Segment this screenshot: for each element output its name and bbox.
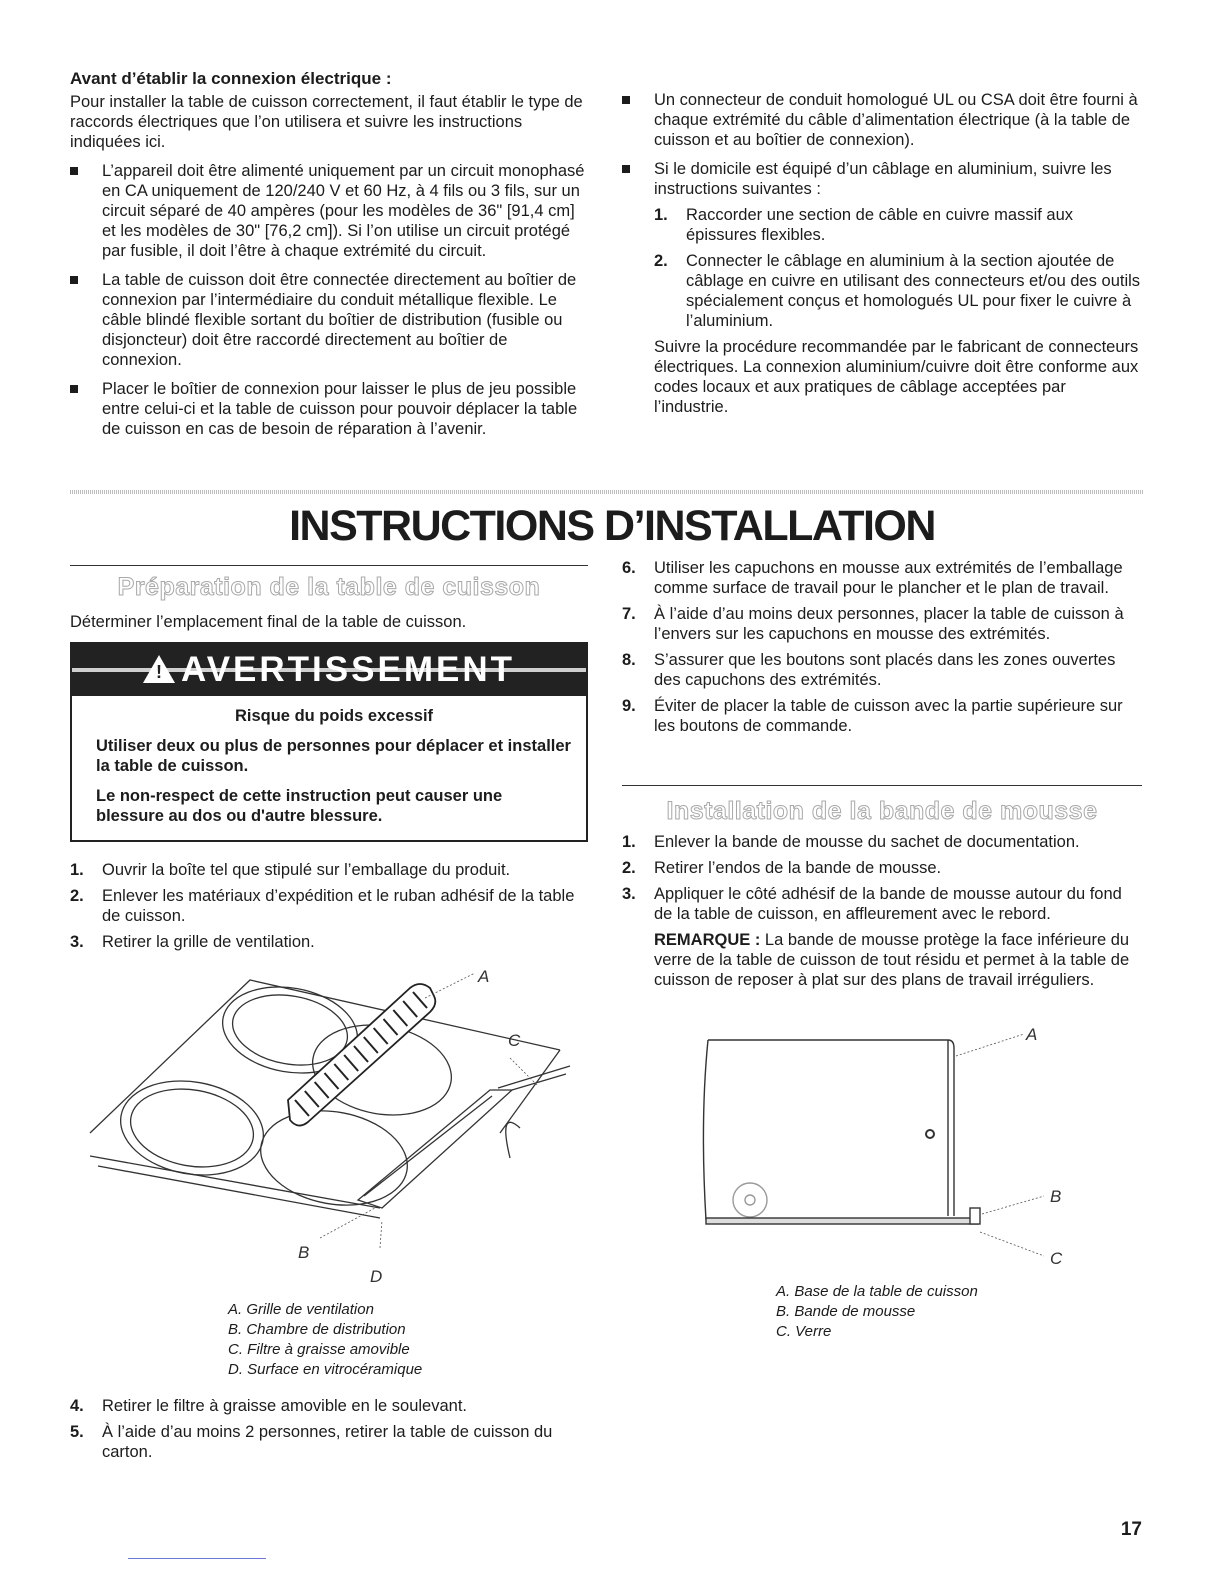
step-number: 1.	[622, 833, 636, 851]
caption-line: B. Chambre de distribution	[228, 1321, 406, 1338]
figure-label-d: D	[370, 1267, 383, 1286]
foam-heading: Installation de la bande de mousse	[666, 797, 1098, 825]
bullet-item: Placer le boîtier de connexion pour laisser le plus de jeu possible entre celui-ci et la table de cuisson pour pouvoir déplacer la table de cuisson en cas de besoin de réparation à l’avenir.	[70, 379, 590, 439]
step-text: Raccorder une section de câble en cuivre massif aux épissures flexibles.	[686, 206, 1074, 244]
step-text: À l’aide d’au moins deux personnes, placer la table de cuisson à l’envers sur les capuchons en mousse des extrémités.	[654, 605, 1124, 643]
footer-rule	[128, 1558, 266, 1559]
list-item	[622, 832, 1142, 852]
step-list	[70, 1396, 588, 1462]
step-number: 3.	[70, 933, 84, 951]
step-number: 2.	[70, 887, 84, 905]
electrical-right-column	[622, 80, 1142, 417]
list-item	[70, 932, 588, 952]
bullet-item: Un connecteur de conduit homologué UL ou CSA doit être fourni à chaque extrémité du câble d’alimentation électrique (à la table de cuisson et au boîtier de connexion).	[622, 90, 1142, 150]
aluminium-steps	[654, 205, 1142, 331]
bullet-item: La table de cuisson doit être connectée directement au boîtier de connexion par l’intermédiaire du conduit métallique flexible. Le câble blindé flexible sortant du boîtier de distribution (fusible ou disjoncteur) doit être raccordé directement au boîtier de connexion.	[70, 270, 590, 370]
step-text: Retirer l’endos de la bande de mousse.	[654, 859, 942, 877]
step-text: Enlever la bande de mousse du sachet de documentation.	[654, 833, 1080, 851]
step-text: S’assurer que les boutons sont placés dans les zones ouvertes des capuchons des extrémités.	[654, 651, 1116, 689]
note-text: La bande de mousse protège la face inférieure du verre de la table de cuisson de tout résidu et permet à la table de cuisson de reposer à plat sur des plans de travail irréguliers.	[654, 931, 1130, 989]
foam-strip	[706, 1218, 978, 1224]
figure-label-c: C	[508, 1031, 521, 1050]
cooktop-captions	[228, 1300, 528, 1380]
prep-steps-c	[622, 552, 1142, 736]
step-number: 2.	[622, 859, 636, 877]
page-title: INSTRUCTIONS D’INSTALLATION	[289, 502, 935, 550]
step-text: Utiliser les capuchons en mousse aux extrémités de l’emballage comme surface de travail pour le plancher et le plan de travail.	[654, 559, 1123, 597]
prep-heading: Préparation de la table de cuisson	[117, 573, 541, 601]
caption-line: B. Bande de mousse	[776, 1303, 916, 1320]
glass-edge	[970, 1208, 980, 1224]
electrical-closing: Suivre la procédure recommandée par le fabricant de connecteurs électriques. La connexion aluminium/cuivre doit être conforme aux codes locaux et aux pratiques de câblage acceptées par l’industrie.	[654, 338, 1139, 416]
step-text: Ouvrir la boîte tel que stipulé sur l’emballage du produit.	[102, 861, 511, 879]
caption-line: A. Base de la table de cuisson	[776, 1283, 978, 1300]
step-number: 2.	[654, 252, 668, 270]
foam-steps	[622, 826, 1142, 990]
list-item	[622, 650, 1142, 690]
caption-line: C. Filtre à graisse amovible	[228, 1341, 410, 1358]
step-number: 9.	[622, 697, 636, 715]
step-number: 5.	[70, 1423, 84, 1441]
list-item	[654, 205, 1142, 245]
warning-title	[72, 650, 586, 690]
warning-line-1: Utiliser deux ou plus de personnes pour déplacer et installer la table de cuisson.	[96, 737, 571, 775]
list-item	[654, 251, 1142, 331]
bullet-item: Si le domicile est équipé d’un câblage en aluminium, suivre les instructions suivantes :	[622, 159, 1142, 199]
step-number: 6.	[622, 559, 636, 577]
list-item	[70, 1422, 588, 1462]
prep-steps-a	[70, 852, 588, 952]
cooktop-illustration	[80, 958, 590, 1298]
leader-line-c	[980, 1232, 1044, 1256]
list-item	[622, 696, 1142, 736]
bullet-item: L’appareil doit être alimenté uniquement par un circuit monophasé en CA uniquement de 120/240 V et 60 Hz, à 4 fils ou 3 fils, sur un circuit séparé de 40 ampères (pour les modèles de 36" [91,4 cm] et les modèles de 30" [76,2 cm]). Si l’on utilise un circuit protégé par fusible, il doit l’être à chaque extrémité du circuit.	[70, 161, 590, 261]
list-item	[70, 860, 588, 880]
cooktop-right-edge	[500, 1050, 560, 1133]
step-text: À l’aide d’au moins 2 personnes, retirer la table de cuisson du carton.	[102, 1423, 553, 1461]
section-rule	[622, 785, 1142, 786]
electrical-left-column	[70, 68, 590, 439]
step-text: Enlever les matériaux d’expédition et le ruban adhésif de la table de cuisson.	[102, 887, 575, 925]
list-item	[70, 1396, 588, 1416]
figure-label-b: B	[298, 1243, 310, 1262]
list-item	[70, 886, 588, 926]
burner-front-left-ring	[124, 1080, 259, 1176]
step-number: 1.	[70, 861, 84, 879]
warning-title-text: AVERTISSEMENT	[181, 650, 515, 689]
foam-captions	[776, 1282, 1076, 1342]
page-number: 17	[1120, 1519, 1142, 1540]
step-text: Appliquer le côté adhésif de la bande de mousse autour du fond de la table de cuisson, en affleurement avec le rebord.	[654, 885, 1122, 923]
warning-box	[70, 642, 588, 842]
warning-triangle-icon	[143, 655, 175, 683]
caption-line: C. Verre	[776, 1323, 832, 1340]
leader-line-c	[510, 1058, 538, 1086]
step-list	[70, 860, 588, 952]
section-rule	[70, 565, 588, 566]
caption-line: D. Surface en vitrocéramique	[228, 1361, 423, 1378]
foam-strip-illustration	[700, 1020, 1080, 1275]
cooktop-front-edge-lower	[98, 1166, 380, 1218]
step-text: Retirer le filtre à graisse amovible en le soulevant.	[102, 1397, 468, 1415]
electrical-heading: Avant d’établir la connexion électrique :	[70, 69, 392, 88]
base-fan-center	[745, 1195, 755, 1205]
figure-label-a: A	[478, 967, 490, 986]
note-label: REMARQUE :	[654, 931, 761, 949]
leader-line-a	[956, 1034, 1024, 1056]
list-item	[622, 858, 1142, 878]
electrical-intro: Pour installer la table de cuisson correctement, il faut établir le type de raccords électriques que l’on utilisera et suivre les instructions indiquées ici.	[70, 93, 583, 151]
grease-filter-inner	[364, 1096, 492, 1196]
figure-label-a: A	[1026, 1025, 1038, 1044]
step-list	[622, 832, 1142, 924]
step-number: 7.	[622, 605, 636, 623]
grease-filter	[358, 1090, 512, 1208]
warning-line-2: Le non-respect de cette instruction peut causer une blessure au dos ou d'autre blessure.	[96, 787, 503, 825]
prep-steps-b	[70, 1390, 588, 1462]
list-item	[622, 884, 1142, 924]
electrical-bullets-left	[70, 161, 590, 439]
prep-intro: Déterminer l’emplacement final de la table de cuisson.	[70, 613, 467, 631]
step-text: Éviter de placer la table de cuisson avec la partie supérieure sur les boutons de commande.	[654, 697, 1123, 735]
cooktop-base-outline	[703, 1040, 954, 1220]
figure-label-c: C	[1050, 1249, 1063, 1268]
list-item	[622, 604, 1142, 644]
cooktop-cutout-curve	[506, 1122, 520, 1158]
warning-symbol: !	[156, 662, 166, 682]
leader-line-a	[425, 973, 475, 998]
step-list	[622, 558, 1142, 736]
step-number: 3.	[622, 885, 636, 903]
warning-body	[96, 706, 572, 826]
foam-heading-wrap	[622, 797, 1142, 826]
step-text: Connecter le câblage en aluminium à la section ajoutée de câblage en cuivre en utilisant des connecteurs et/ou des outils spécialement conçus et homologués UL pour fixer le cuivre à l’aluminium.	[686, 252, 1141, 330]
section-divider	[70, 490, 1144, 494]
step-number: 1.	[654, 206, 668, 224]
list-item	[622, 558, 1142, 598]
base-screw	[926, 1130, 934, 1138]
electrical-bullets-right	[622, 90, 1142, 199]
step-number: 8.	[622, 651, 636, 669]
leader-line-d	[380, 1220, 382, 1248]
foam-note	[654, 930, 1142, 990]
step-text: Retirer la grille de ventilation.	[102, 933, 315, 951]
figure-label-b: B	[1050, 1187, 1062, 1206]
warning-risk: Risque du poids excessif	[234, 707, 434, 725]
caption-line: A. Grille de ventilation	[228, 1301, 374, 1318]
base-fan-circle	[733, 1183, 767, 1217]
cooktop-front-edge	[90, 1156, 380, 1208]
leader-line-b	[982, 1196, 1044, 1214]
step-number: 4.	[70, 1397, 84, 1415]
prep-heading-wrap	[70, 573, 588, 602]
